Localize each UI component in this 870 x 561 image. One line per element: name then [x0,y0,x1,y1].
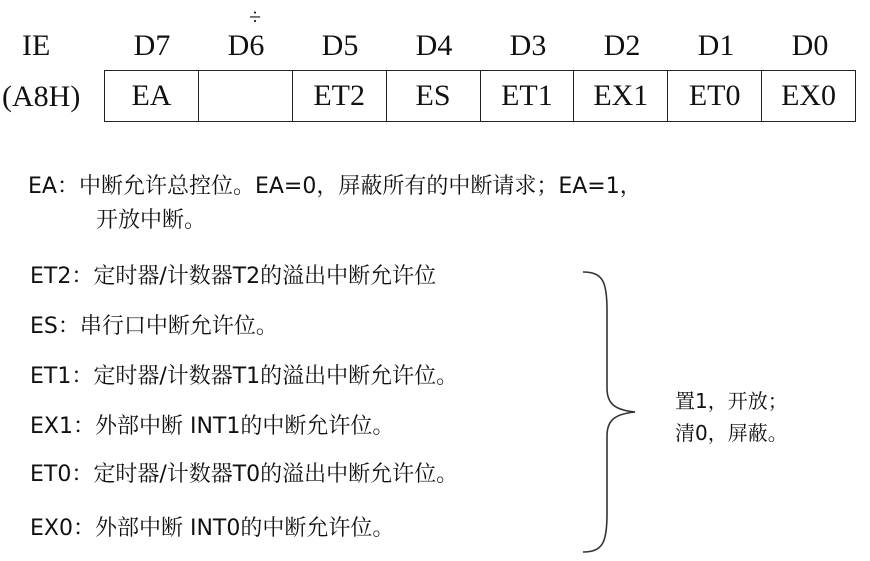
bit-label-d3: D3 [509,29,547,62]
ex1-description: EX1：外部中断 INT1的中断允许位。 [30,414,395,439]
register-field-ea: EA [105,71,199,121]
divide-mark: ÷ [249,4,262,29]
register-address: (A8H) [2,80,81,113]
register-field-et1: ET1 [481,71,575,121]
register-field-et2: ET2 [293,71,387,121]
et2-description: ET2：定时器/计数器T2的溢出中断允许位 [30,264,437,289]
register-field-empty [199,71,293,121]
register-field-es: ES [387,71,481,121]
bit-label-d7: D7 [133,29,171,62]
bit-label-d4: D4 [415,29,453,62]
bit-label-d5: D5 [321,29,359,62]
register-name: IE [22,29,51,62]
et1-description: ET1：定时器/计数器T1的溢出中断允许位。 [30,364,459,389]
ea-description-line1: EA：中断允许总控位。EA=0，屏蔽所有的中断请求；EA=1， [28,174,642,199]
note-clear-line: 清0，屏蔽。 [675,421,788,445]
bit-label-d6: D6 [227,29,265,62]
right-curly-brace [575,270,645,555]
ea-description-line2: 开放中断。 [96,208,207,233]
register-field-ex0: EX0 [781,79,837,112]
note-set-line: 置1，开放； [675,389,788,413]
bit-label-d0: D0 [791,29,829,62]
register-field-ex1: EX1 [574,71,668,121]
register-table [104,70,856,122]
es-description: ES：串行口中断允许位。 [30,314,278,339]
register-field-et0: ET0 [668,71,762,121]
bit-label-d1: D1 [697,29,735,62]
ex0-description: EX0：外部中断 INT0的中断允许位。 [30,516,395,541]
et0-description: ET0：定时器/计数器T0的溢出中断允许位。 [30,462,459,487]
bit-label-d2: D2 [603,29,641,62]
